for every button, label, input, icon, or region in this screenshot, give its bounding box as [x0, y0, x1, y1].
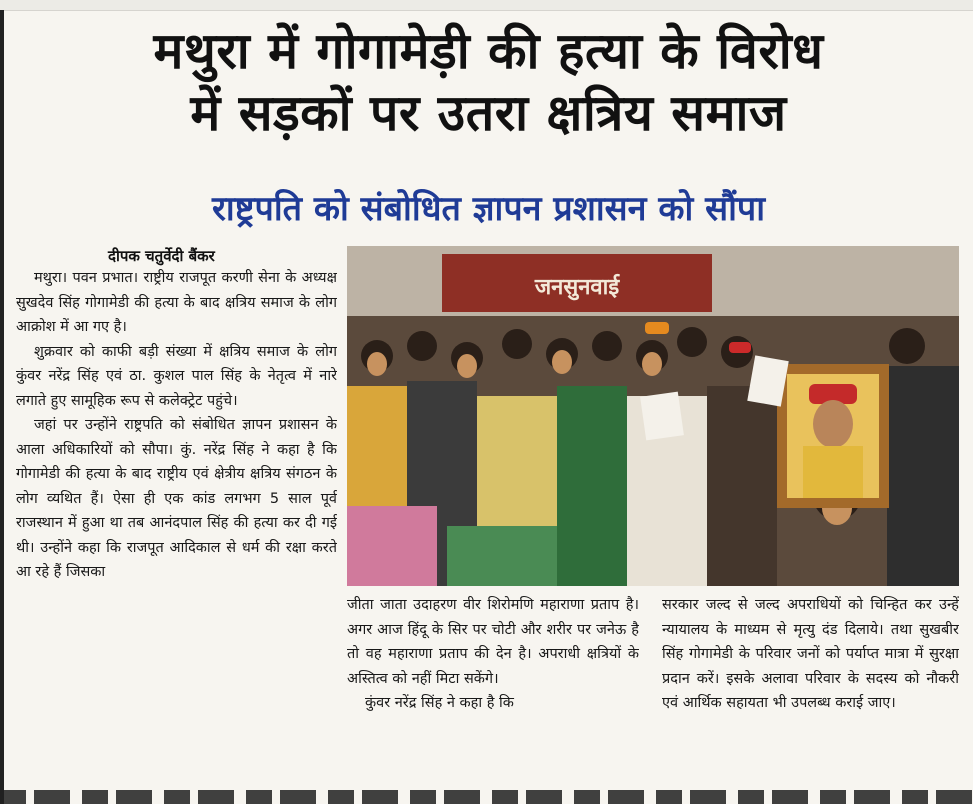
cropped-header-strip: [0, 0, 973, 11]
photo-illustration: [347, 246, 959, 586]
paragraph: मथुरा। पवन प्रभात। राष्ट्रीय राजपूत करणी सेना के अध्यक्ष सुखदेव सिंह गोगामेडी की हत्या के बाद क्षत्रिय समाज के लोग आक्रोश में आ गए है।: [16, 270, 337, 335]
headline-line-1: मथुरा में गोगामेड़ी की हत्या के विरोध: [153, 22, 824, 80]
article-column-3: [662, 593, 959, 783]
paragraph: सरकार जल्द से जल्द अपराधियों को चिन्हित कर उन्हें न्यायालय के माध्यम से मृत्यु दंड दिलाये। तथा सुखबीर सिंह गोगामेडी के परिवार जनों को पर्याप्त मात्रा में सुरक्षा प्रदान करें। इसके अलावा परिवार के सदस्य को नौकरी एवं आर्थिक सहायता भी उपलब्ध कराई जाए।: [662, 597, 959, 711]
headline-line-2: में सड़कों पर उतरा क्षत्रिय समाज: [190, 84, 787, 142]
article-column-2: [347, 593, 639, 783]
banner-text: जनसुनवाई: [534, 275, 620, 300]
news-photo: [347, 246, 959, 586]
column-rule: [0, 10, 4, 804]
paragraph: कुंवर नरेंद्र सिंह ने कहा है कि: [365, 695, 514, 711]
byline: दीपक चतुर्वेदी बैंकर: [108, 247, 215, 265]
paragraph: जहां पर उन्होंने राष्ट्रपति को संबोधित ज्ञापन प्रशासन के आला अधिकारियों को सौपा। कुं. नरेंद्र सिंह ने कहा है कि गोगामेडी की हत्या के बाद राष्ट्रीय एवं क्षेत्रीय क्षत्रिय संगठन के लोग व्यथित हैं। ऐसा ही एक कांड लगभग 5 साल पूर्व राजस्थान में हुआ था तब आनंदपाल सिंह की हत्या कर दी गई थी। उन्होंने कहा कि राजपूत आदिकाल से धर्म की रक्षा करते आ रहे हैं जिसका: [16, 417, 337, 580]
article-column-1: [16, 266, 337, 786]
subheadline: राष्ट्रपति को संबोधित ज्ञापन प्रशासन को सौंपा: [211, 189, 766, 229]
headline: [16, 20, 961, 144]
cropped-footer-strip: [0, 790, 973, 804]
paragraph: शुक्रवार को काफी बड़ी संख्या में क्षत्रिय समाज के लोग कुंवर नरेंद्र सिंह एवं ठा. कुशल पाल सिंह के नेतृत्व में नारे लगाते हुए सामूहिक रूप से कलेक्ट्रेट पहुंचे।: [16, 343, 337, 409]
paragraph: जीता जाता उदाहरण वीर शिरोमणि महाराणा प्रताप है। अगर आज हिंदू के सिर पर चोटी और शरीर पर जनेऊ है तो वह महाराणा प्रताप की देन है। अपराधी क्षत्रियों के अस्तित्व को नहीं मिटा सकेंगे।: [347, 597, 639, 687]
